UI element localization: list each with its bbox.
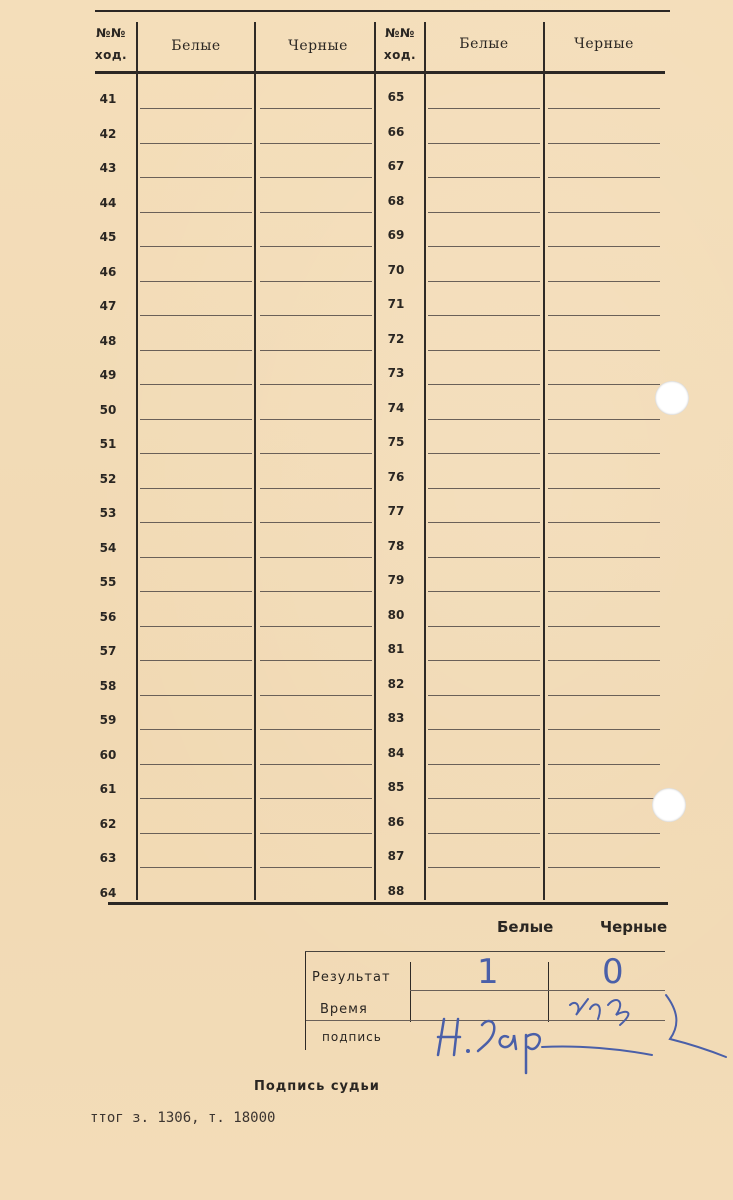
time-label: Время (320, 1002, 368, 1017)
move-entry-line[interactable] (260, 695, 372, 696)
move-entry-line[interactable] (548, 453, 660, 454)
move-entry-line[interactable] (548, 867, 660, 868)
move-entry-line[interactable] (260, 729, 372, 730)
move-entry-line[interactable] (548, 626, 660, 627)
move-number: 58 (99, 678, 117, 693)
white-score: 1 (477, 952, 499, 992)
col-divider (424, 22, 426, 900)
move-number: 88 (387, 883, 405, 898)
move-number: 61 (99, 782, 117, 796)
result-white-header: Белые (497, 918, 554, 936)
move-number: 44 (99, 195, 117, 210)
move-entry-line[interactable] (260, 764, 372, 765)
move-number: 55 (99, 575, 117, 589)
move-number: 75 (387, 435, 405, 449)
move-entry-line[interactable] (260, 212, 372, 213)
left-move-number-header (88, 22, 134, 66)
move-entry-line[interactable] (140, 453, 252, 454)
move-number: 54 (99, 540, 117, 555)
move-entry-line[interactable] (548, 281, 660, 282)
move-number: 77 (387, 504, 405, 518)
move-entry-line[interactable] (260, 384, 372, 385)
signature-label: подпись (322, 1030, 382, 1044)
handwritten-signature (430, 985, 730, 1080)
move-entry-line[interactable] (260, 557, 372, 558)
header-rule (95, 71, 665, 74)
move-number: 59 (99, 713, 117, 727)
col-divider (543, 22, 545, 900)
punch-hole (652, 788, 686, 822)
num-label-bottom: ход. (94, 48, 128, 62)
move-entry-line[interactable] (140, 833, 252, 834)
move-entry-line[interactable] (260, 591, 372, 592)
move-entry-line[interactable] (260, 108, 372, 109)
move-entry-line[interactable] (140, 695, 252, 696)
move-number: 85 (387, 780, 405, 794)
move-entry-line[interactable] (260, 453, 372, 454)
move-entry-line[interactable] (140, 212, 252, 213)
move-number: 50 (99, 402, 117, 417)
move-number: 64 (99, 885, 117, 900)
move-entry-line[interactable] (548, 833, 660, 834)
move-number: 79 (387, 573, 405, 587)
move-entry-line[interactable] (140, 384, 252, 385)
move-number: 83 (387, 711, 405, 725)
move-entry-line[interactable] (140, 557, 252, 558)
top-rule (95, 10, 670, 12)
move-number: 82 (387, 676, 405, 691)
move-number: 46 (99, 264, 117, 279)
move-entry-line[interactable] (548, 729, 660, 730)
move-entry-line[interactable] (428, 177, 540, 178)
move-entry-line[interactable] (428, 419, 540, 420)
move-entry-line[interactable] (428, 384, 540, 385)
move-entry-line[interactable] (140, 177, 252, 178)
move-entry-line[interactable] (140, 764, 252, 765)
move-entry-line[interactable] (428, 591, 540, 592)
move-number: 62 (99, 816, 117, 831)
move-entry-line[interactable] (260, 867, 372, 868)
move-number: 56 (99, 609, 117, 624)
move-entry-line[interactable] (260, 281, 372, 282)
move-entry-line[interactable] (428, 557, 540, 558)
move-entry-line[interactable] (548, 143, 660, 144)
move-entry-line[interactable] (260, 246, 372, 247)
move-entry-line[interactable] (140, 591, 252, 592)
move-entry-line[interactable] (428, 695, 540, 696)
move-entry-line[interactable] (548, 212, 660, 213)
judge-signature-label: Подпись судьи (254, 1079, 380, 1094)
move-entry-line[interactable] (140, 522, 252, 523)
move-entry-line[interactable] (428, 626, 540, 627)
move-entry-line[interactable] (428, 143, 540, 144)
move-entry-line[interactable] (428, 867, 540, 868)
move-number: 72 (387, 331, 405, 346)
move-number: 48 (99, 333, 117, 348)
move-number: 84 (387, 745, 405, 760)
move-entry-line[interactable] (260, 522, 372, 523)
move-entry-line[interactable] (548, 350, 660, 351)
col-divider (136, 22, 138, 900)
move-entry-line[interactable] (260, 315, 372, 316)
move-entry-line[interactable] (140, 729, 252, 730)
black-score: 0 (602, 952, 624, 992)
move-entry-line[interactable] (548, 384, 660, 385)
move-number: 49 (99, 368, 117, 382)
move-entry-line[interactable] (428, 281, 540, 282)
num-label-bottom: ход. (383, 48, 417, 62)
move-entry-line[interactable] (140, 246, 252, 247)
move-entry-line[interactable] (548, 488, 660, 489)
move-entry-line[interactable] (260, 488, 372, 489)
move-entry-line[interactable] (140, 108, 252, 109)
move-number: 42 (99, 126, 117, 141)
left-black-header: Черные (288, 38, 348, 54)
move-number: 66 (387, 124, 405, 139)
move-entry-line[interactable] (428, 833, 540, 834)
move-number: 74 (387, 400, 405, 415)
move-number: 65 (387, 90, 405, 104)
move-entry-line[interactable] (140, 315, 252, 316)
move-number: 45 (99, 230, 117, 244)
move-number: 60 (99, 747, 117, 762)
move-entry-line[interactable] (260, 350, 372, 351)
move-number: 86 (387, 814, 405, 829)
move-entry-line[interactable] (140, 419, 252, 420)
move-entry-line[interactable] (428, 212, 540, 213)
move-entry-line[interactable] (140, 626, 252, 627)
move-entry-line[interactable] (260, 143, 372, 144)
result-label: Результат (312, 970, 391, 985)
col-divider (254, 22, 256, 900)
move-number: 57 (99, 644, 117, 658)
move-entry-line[interactable] (260, 177, 372, 178)
move-number: 47 (99, 299, 117, 313)
move-entry-line[interactable] (548, 177, 660, 178)
result-black-header: Черные (600, 918, 668, 936)
move-entry-line[interactable] (140, 867, 252, 868)
move-entry-line[interactable] (548, 557, 660, 558)
move-entry-line[interactable] (428, 453, 540, 454)
left-white-header: Белые (171, 38, 221, 54)
move-number: 73 (387, 366, 405, 380)
move-entry-line[interactable] (548, 764, 660, 765)
right-move-number-header (374, 22, 426, 66)
move-entry-line[interactable] (428, 660, 540, 661)
punch-hole (655, 381, 689, 415)
move-entry-line[interactable] (140, 143, 252, 144)
move-number: 53 (99, 506, 117, 520)
move-number: 70 (387, 262, 405, 277)
move-entry-line[interactable] (140, 350, 252, 351)
move-entry-line[interactable] (428, 729, 540, 730)
result-divider (305, 952, 306, 1050)
move-entry-line[interactable] (140, 798, 252, 799)
move-entry-line[interactable] (260, 660, 372, 661)
move-number: 67 (387, 159, 405, 173)
move-number: 76 (387, 469, 405, 484)
move-entry-line[interactable] (548, 108, 660, 109)
move-entry-line[interactable] (428, 350, 540, 351)
move-entry-line[interactable] (428, 798, 540, 799)
move-number: 51 (99, 437, 117, 451)
right-white-header: Белые (459, 36, 509, 52)
result-divider (410, 962, 411, 1022)
move-number: 68 (387, 193, 405, 208)
move-number: 80 (387, 607, 405, 622)
move-entry-line[interactable] (260, 626, 372, 627)
num-label-top: №№ (96, 26, 126, 40)
move-number: 81 (387, 642, 405, 656)
move-number: 43 (99, 161, 117, 175)
move-entry-line[interactable] (140, 281, 252, 282)
move-number: 69 (387, 228, 405, 242)
move-entry-line[interactable] (548, 798, 660, 799)
move-entry-line[interactable] (260, 833, 372, 834)
move-entry-line[interactable] (428, 108, 540, 109)
move-entry-line[interactable] (548, 419, 660, 420)
move-number: 63 (99, 851, 117, 865)
move-entry-line[interactable] (548, 660, 660, 661)
right-black-header: Черные (574, 36, 634, 52)
move-number: 41 (99, 92, 117, 106)
move-entry-line[interactable] (140, 660, 252, 661)
move-number: 87 (387, 849, 405, 863)
move-entry-line[interactable] (428, 764, 540, 765)
move-entry-line[interactable] (260, 419, 372, 420)
move-entry-line[interactable] (428, 246, 540, 247)
move-entry-line[interactable] (548, 315, 660, 316)
num-label-top: №№ (385, 26, 415, 40)
print-info: ттог з. 1306, т. 18000 (90, 1110, 276, 1126)
move-entry-line[interactable] (428, 488, 540, 489)
move-entry-line[interactable] (548, 246, 660, 247)
move-entry-line[interactable] (260, 798, 372, 799)
move-entry-line[interactable] (548, 695, 660, 696)
move-entry-line[interactable] (548, 591, 660, 592)
move-entry-line[interactable] (428, 315, 540, 316)
move-entry-line[interactable] (428, 522, 540, 523)
move-number: 71 (387, 297, 405, 311)
move-entry-line[interactable] (140, 488, 252, 489)
table-bottom-rule (108, 902, 668, 905)
move-number: 52 (99, 471, 117, 486)
col-divider (374, 22, 376, 900)
move-number: 78 (387, 538, 405, 553)
move-entry-line[interactable] (548, 522, 660, 523)
